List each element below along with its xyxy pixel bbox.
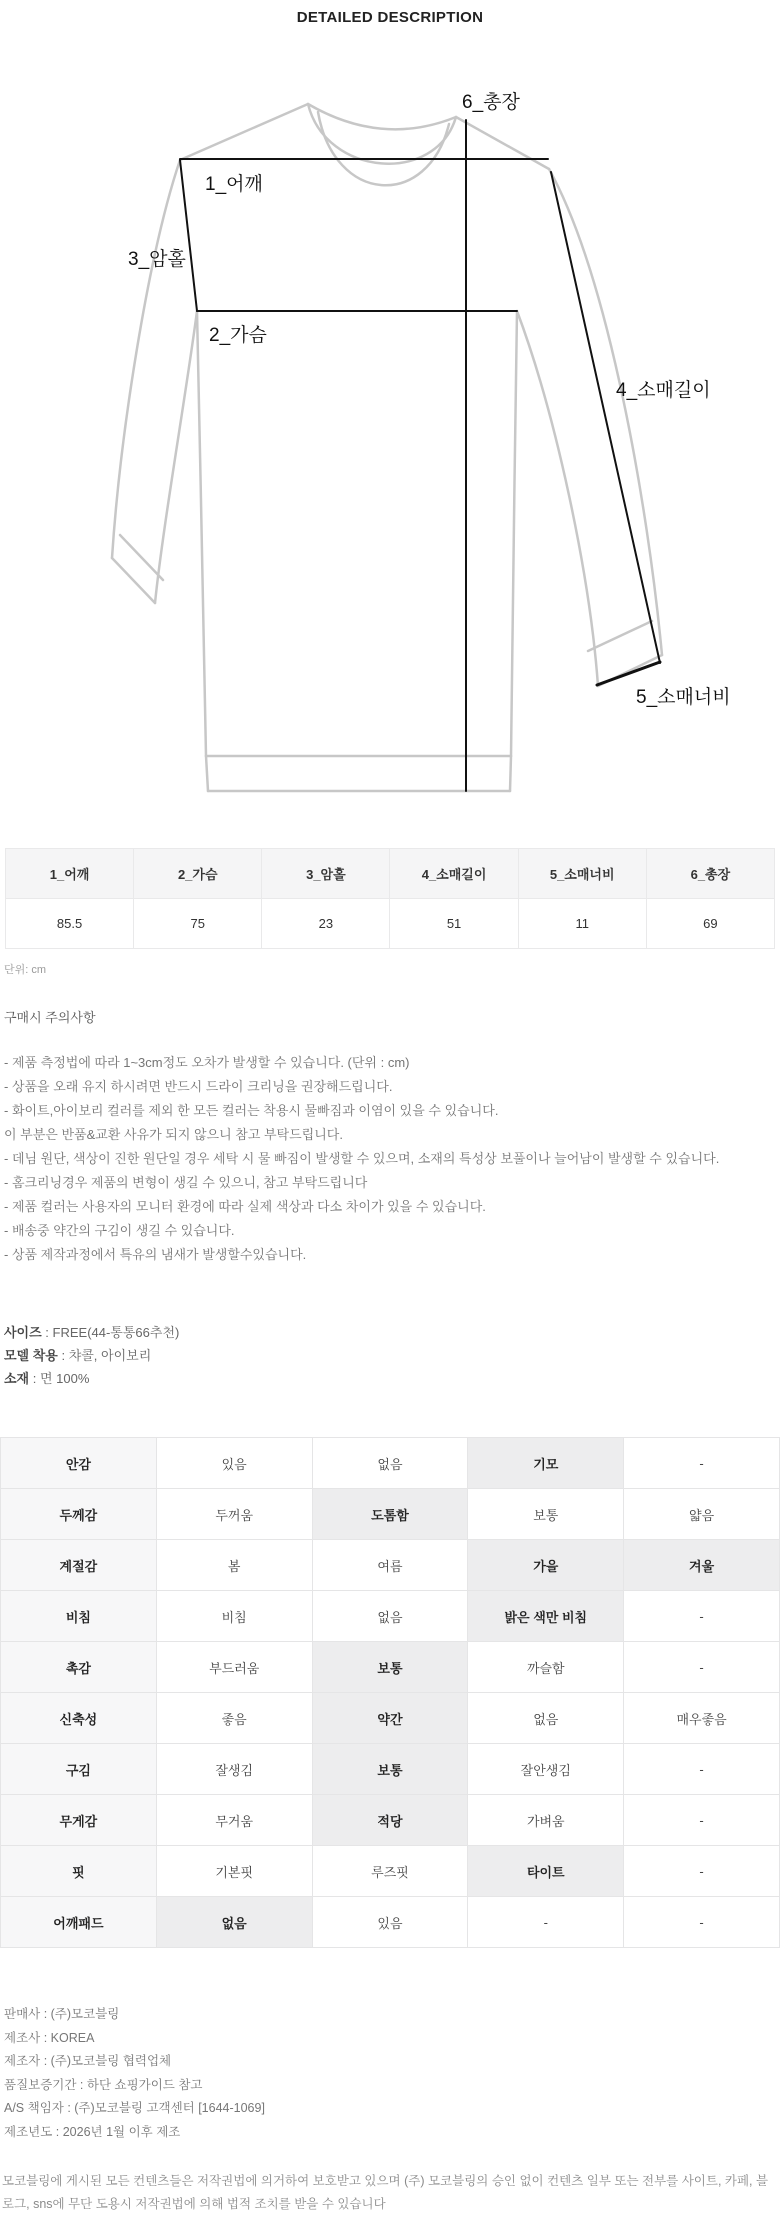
- attribute-row-texture: [1, 1642, 780, 1693]
- label-sleeve-length: 4_소매길이: [616, 380, 711, 401]
- attribute-option: 보통: [312, 1642, 468, 1693]
- model-info-value: : 챠콜, 아이보리: [57, 1348, 152, 1363]
- label-chest: 2_가슴: [209, 325, 267, 346]
- attribute-option: -: [624, 1795, 780, 1846]
- notice-line: - 화이트,아이보리 컬러를 제외 한 모든 컬러는 착용시 물빠짐과 이염이 있을 수 있습니다.: [4, 1103, 499, 1118]
- size-col-header: 4_소매길이: [390, 849, 518, 899]
- attribute-option: 가벼움: [468, 1795, 624, 1846]
- attribute-label: 핏: [1, 1846, 157, 1897]
- attribute-label: 신축성: [1, 1693, 157, 1744]
- attribute-option: 밝은 색만 비침: [468, 1591, 624, 1642]
- unit-note: 단위: cm: [4, 964, 47, 976]
- attribute-option: 약간: [312, 1693, 468, 1744]
- attribute-option: 매우좋음: [624, 1693, 780, 1744]
- attribute-option: 루즈핏: [312, 1846, 468, 1897]
- left-sleeve-inner: [155, 311, 197, 603]
- copyright-notice: 모코블링에 게시된 모든 컨텐츠들은 저작권법에 의거하여 보호받고 있으며 (주) 모코블링의 승인 없이 컨텐츠 일부 또는 전부를 사이트, 카페, 블로그, sns에 무단 도용시 저작권법에 의해 법적 조치를 받을 수 있습니다: [2, 2174, 769, 2211]
- attribute-option: 있음: [312, 1897, 468, 1948]
- size-value: 11: [518, 899, 646, 949]
- page-title: DETAILED DESCRIPTION: [296, 9, 484, 26]
- size-measurement-table: [5, 848, 775, 949]
- attribute-row-wrinkle: [1, 1744, 780, 1795]
- attribute-option: 없음: [468, 1693, 624, 1744]
- attribute-option: 기본핏: [156, 1846, 312, 1897]
- attribute-row-fit: [1, 1846, 780, 1897]
- size-table-value-row: [6, 899, 775, 949]
- seller-info-line: 판매사 : (주)모코블링: [4, 2007, 120, 2021]
- fabric-info-line: [4, 1367, 780, 1390]
- attribute-label: 두께감: [1, 1489, 157, 1540]
- attribute-option: 부드러움: [156, 1642, 312, 1693]
- notice-line: - 상품을 오래 유지 하시려면 반드시 드라이 크리닝을 권장해드립니다.: [4, 1079, 393, 1094]
- size-col-header: 1_어깨: [6, 849, 134, 899]
- fabric-info-value: : 면 100%: [29, 1371, 90, 1386]
- attribute-row-shoulder-pad: [1, 1897, 780, 1948]
- attribute-option: 보통: [468, 1489, 624, 1540]
- product-attribute-table: [0, 1437, 780, 1948]
- attribute-option: 도톰함: [312, 1489, 468, 1540]
- label-armhole: 3_암홀: [128, 249, 186, 270]
- attribute-option: 잘생김: [156, 1744, 312, 1795]
- label-shoulder: 1_어깨: [205, 174, 263, 195]
- attribute-label: 무게감: [1, 1795, 157, 1846]
- attribute-option: 보통: [312, 1744, 468, 1795]
- attribute-option: 없음: [312, 1591, 468, 1642]
- notice-line: - 상품 제작과정에서 특유의 냄새가 발생할수있습니다.: [4, 1247, 307, 1262]
- size-value: 75: [134, 899, 262, 949]
- sleeve-length-line: [551, 172, 660, 663]
- right-shoulder-seam: [456, 117, 549, 169]
- attribute-row-season: [1, 1540, 780, 1591]
- size-value: 69: [646, 899, 774, 949]
- attribute-option: 비침: [156, 1591, 312, 1642]
- attribute-label: 안감: [1, 1438, 157, 1489]
- sleeve-width-line: [597, 662, 660, 685]
- size-col-header: 3_암홀: [262, 849, 390, 899]
- attribute-option: 있음: [156, 1438, 312, 1489]
- attribute-option: -: [624, 1642, 780, 1693]
- seller-info-line: 제조자 : (주)모코블링 협력업체: [4, 2054, 172, 2068]
- purchase-notice-heading: 구매시 주의사항: [4, 1010, 96, 1025]
- size-table-header-row: [6, 849, 775, 899]
- attribute-option: 두꺼움: [156, 1489, 312, 1540]
- size-value: 51: [390, 899, 518, 949]
- attribute-option: 봄: [156, 1540, 312, 1591]
- right-sleeve-inner: [517, 311, 598, 686]
- model-info-line: [4, 1344, 780, 1367]
- label-sleeve-width: 5_소매너비: [636, 687, 731, 708]
- measurement-lines: [180, 120, 660, 791]
- attribute-label: 구김: [1, 1744, 157, 1795]
- attribute-option: 없음: [156, 1897, 312, 1948]
- left-shoulder-seam: [180, 104, 308, 160]
- hem-band-left: [206, 756, 208, 791]
- notice-line: 이 부분은 반품&교환 사유가 되지 않으니 참고 부탁드립니다.: [4, 1127, 343, 1142]
- attribute-row-stretch: [1, 1693, 780, 1744]
- attribute-row-sheerness: [1, 1591, 780, 1642]
- size-col-header: 5_소매너비: [518, 849, 646, 899]
- attribute-option: -: [624, 1846, 780, 1897]
- attribute-row-weight: [1, 1795, 780, 1846]
- attribute-label: 촉감: [1, 1642, 157, 1693]
- attribute-option: 여름: [312, 1540, 468, 1591]
- armhole-line: [180, 160, 197, 311]
- size-info-label: 사이즈: [4, 1325, 42, 1340]
- left-body-side: [197, 311, 206, 756]
- attribute-option: 까슬함: [468, 1642, 624, 1693]
- garment-measurement-diagram: [0, 35, 780, 840]
- attribute-option: 얇음: [624, 1489, 780, 1540]
- attribute-option: 기모: [468, 1438, 624, 1489]
- size-info-line: [4, 1321, 780, 1344]
- seller-info: [4, 2003, 780, 2144]
- attribute-option: -: [624, 1897, 780, 1948]
- seller-info-line: 제조년도 : 2026년 1월 이후 제조: [4, 2124, 181, 2139]
- size-col-header: 6_총장: [646, 849, 774, 899]
- garment-outline: [112, 104, 662, 791]
- notice-line: - 데님 원단, 색상이 진한 원단일 경우 세탁 시 물 빠짐이 발생할 수 있으며, 소재의 특성상 보풀이나 늘어남이 발생할 수 있습니다.: [4, 1151, 720, 1166]
- notice-line: - 제품 컬러는 사용자의 모니터 환경에 따라 실제 색상과 다소 차이가 있을 수 있습니다.: [4, 1199, 486, 1214]
- attribute-option: -: [624, 1744, 780, 1795]
- attribute-option: 겨울: [624, 1540, 780, 1591]
- size-col-header: 2_가슴: [134, 849, 262, 899]
- attribute-label: 계절감: [1, 1540, 157, 1591]
- collar-outer: [308, 104, 456, 164]
- attribute-row-lining: [1, 1438, 780, 1489]
- notice-line: - 홈크리닝경우 제품의 변형이 생길 수 있으니, 참고 부탁드립니다: [4, 1175, 368, 1190]
- measurement-labels: [128, 91, 731, 708]
- attribute-row-thickness: [1, 1489, 780, 1540]
- fabric-info-label: 소재: [4, 1371, 30, 1386]
- attribute-option: 좋음: [156, 1693, 312, 1744]
- back-neckline: [308, 104, 456, 129]
- attribute-option: -: [624, 1438, 780, 1489]
- notice-line: - 제품 측정법에 따라 1~3cm정도 오차가 발생할 수 있습니다. (단위 : cm): [4, 1055, 410, 1070]
- attribute-option: 무거움: [156, 1795, 312, 1846]
- seller-info-line: A/S 책임자 : (주)모코블링 고객센터 [1644-1069]: [4, 2101, 265, 2115]
- seller-info-line: 품질보증기간 : 하단 쇼핑가이드 참고: [4, 2077, 203, 2092]
- attribute-option: 잘안생김: [468, 1744, 624, 1795]
- purchase-notice-list: [4, 1051, 780, 1267]
- attribute-label: 어깨패드: [1, 1897, 157, 1948]
- seller-info-line: 제조사 : KOREA: [4, 2030, 95, 2045]
- right-cuff-band: [588, 621, 652, 651]
- attribute-label: 비침: [1, 1591, 157, 1642]
- size-info-value: : FREE(44-통통66추천): [41, 1325, 180, 1340]
- attribute-option: 가을: [468, 1540, 624, 1591]
- model-info-label: 모델 착용: [4, 1348, 58, 1363]
- attribute-option: 적당: [312, 1795, 468, 1846]
- notice-line: - 배송중 약간의 구김이 생길 수 있습니다.: [4, 1223, 235, 1238]
- size-value: 85.5: [6, 899, 134, 949]
- attribute-option: 타이트: [468, 1846, 624, 1897]
- hem-band-right: [510, 756, 511, 791]
- label-total-length: 6_총장: [462, 92, 520, 113]
- size-value: 23: [262, 899, 390, 949]
- right-body-side: [511, 311, 517, 756]
- attribute-option: 없음: [312, 1438, 468, 1489]
- product-info: [4, 1321, 780, 1390]
- attribute-option: -: [624, 1591, 780, 1642]
- attribute-option: -: [468, 1897, 624, 1948]
